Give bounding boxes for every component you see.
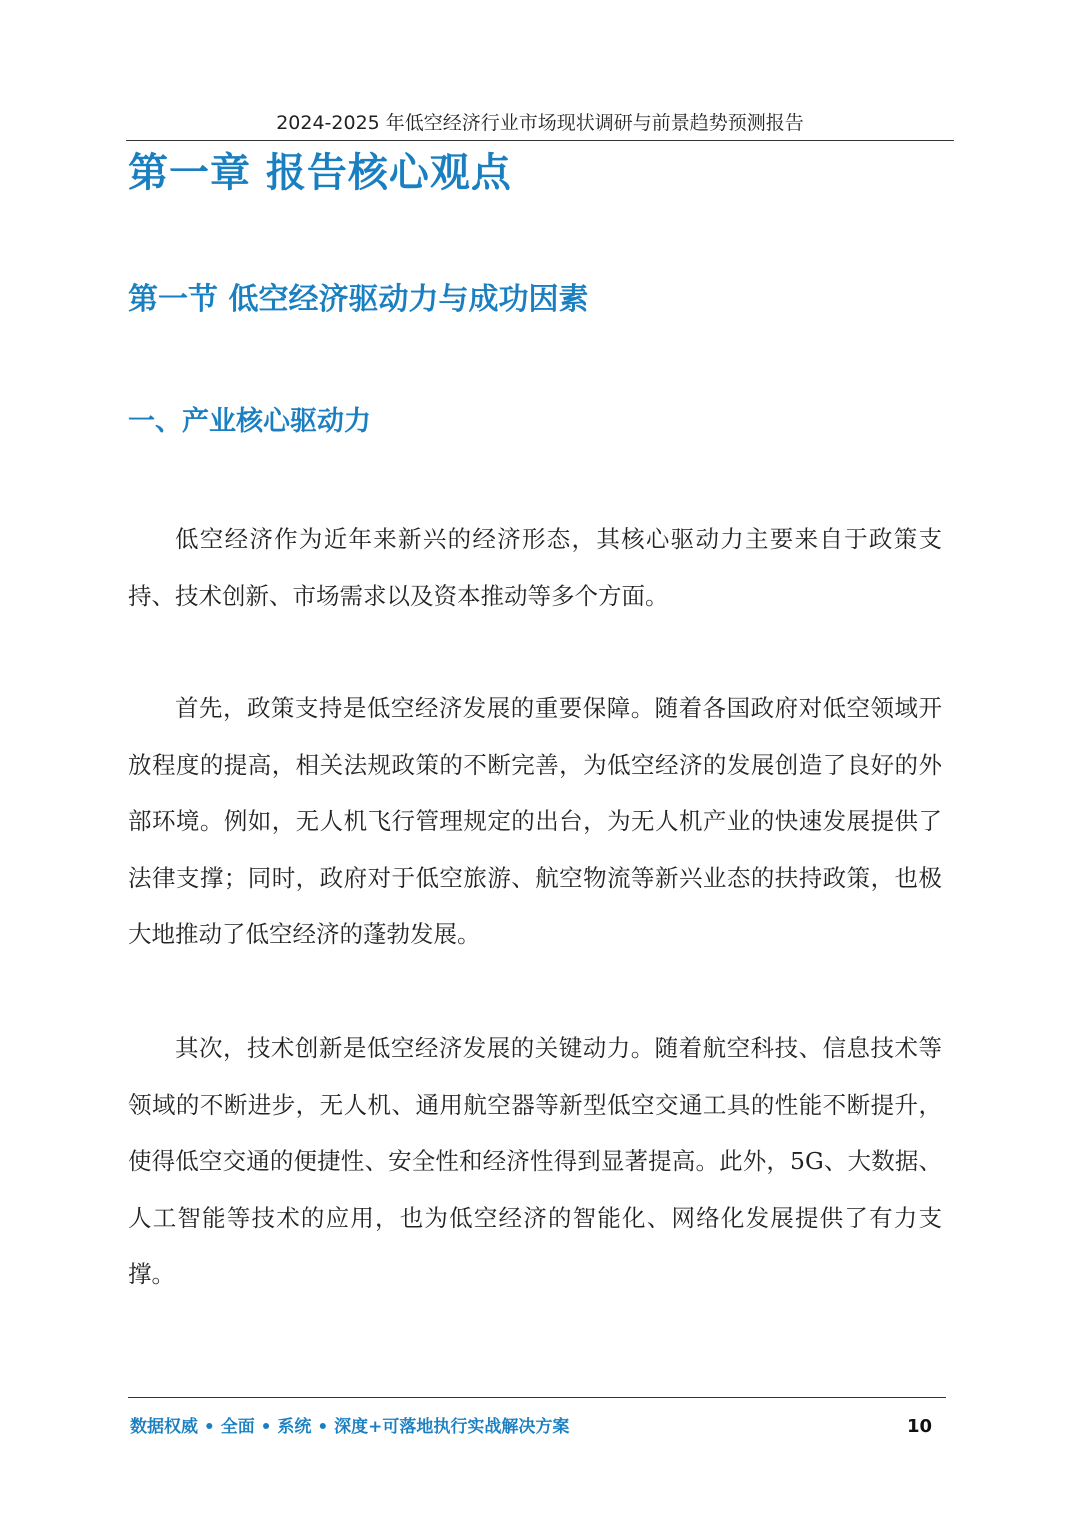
section-title: 第一节 低空经济驱动力与成功因素 [128,282,589,317]
page-number: 10 [906,1416,932,1437]
paragraph-policy: 首先，政策支持是低空经济发展的重要保障。随着各国政府对低空领域开放程度的提高，相关法规政策的不断完善，为低空经济的发展创造了良好的外部环境。例如，无人机飞行管理规定的出台，为无人机产业的快速发展提供了法律支撑；同时，政府对于低空旅游、航空物流等新兴业态的扶持政策，也极大地推动了低空经济的蓬勃发展。 [128,694,942,949]
footer-slogan: 数据权威 • 全面 • 系统 • 深度+可落地执行实战解决方案 [130,1417,570,1437]
chapter-title: 第一章 报告核心观点 [128,150,512,196]
header-divider [126,140,954,141]
paragraph-technology: 其次，技术创新是低空经济发展的关键动力。随着航空科技、信息技术等领域的不断进步，无人机、通用航空器等新型低空交通工具的性能不断提升，使得低空交通的便捷性、安全性和经济性得到显著提高。此外，5G、大数据、人工智能等技术的应用，也为低空经济的智能化、网络化发展提供了有力支撑。 [128,1034,942,1289]
footer-divider [128,1397,946,1398]
paragraph-intro: 低空经济作为近年来新兴的经济形态，其核心驱动力主要来自于政策支持、技术创新、市场需求以及资本推动等多个方面。 [128,525,942,610]
subsection-title: 一、产业核心驱动力 [128,406,371,437]
report-header-title: 2024-2025 年低空经济行业市场现状调研与前景趋势预测报告 [276,112,804,134]
